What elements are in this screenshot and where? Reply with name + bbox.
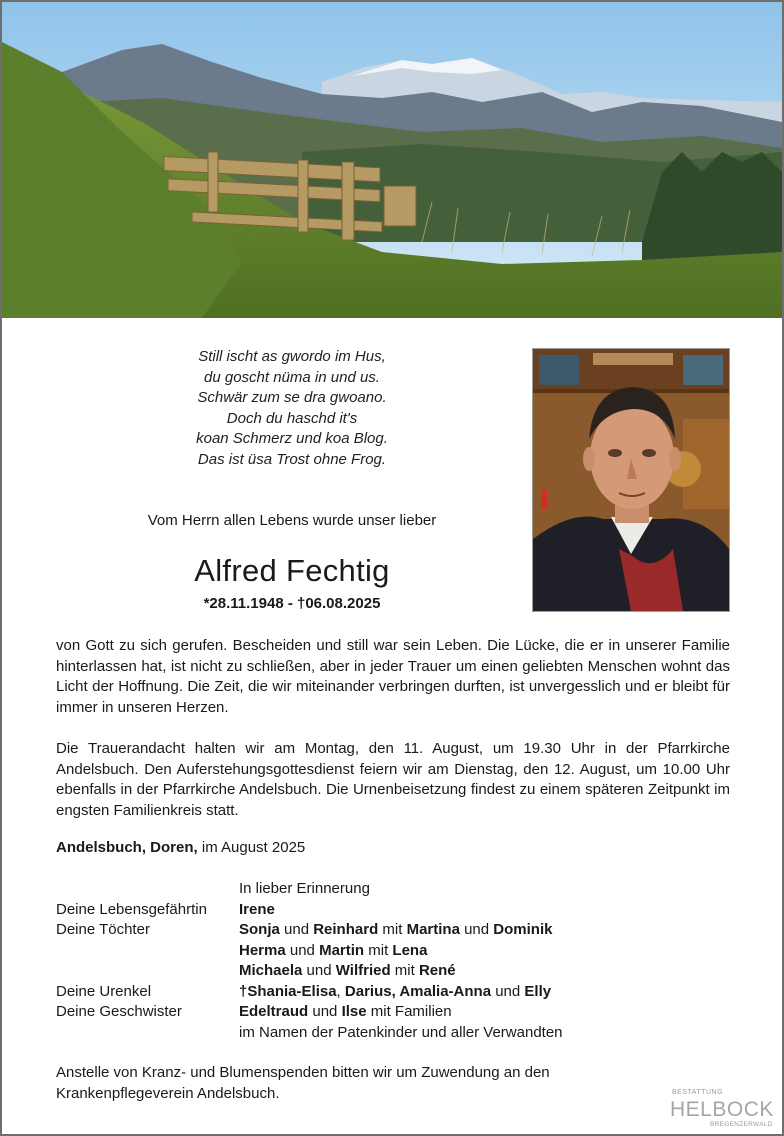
mourner-row: [56, 1023, 736, 1044]
poem-line: koan Schmerz und koa Blog.: [196, 430, 388, 447]
mourners-header: In lieber Erinnerung: [239, 880, 370, 897]
mourner-name: Lena: [392, 941, 428, 959]
connector: und: [289, 941, 315, 959]
mourner-label: Deine Töchter: [56, 921, 150, 938]
mourner-label: Deine Urenkel: [56, 982, 152, 1000]
mourner-name: Herma: [239, 941, 286, 959]
poem-line: du goscht nüma in und us.: [204, 368, 380, 386]
mourner-row: [56, 1002, 736, 1023]
connector: mit: [382, 921, 403, 938]
donation-note: Anstelle von Kranz- und Blumenspenden bitten wir um Zuwendung an den Krankenpflegeverein Andelsbuch.: [56, 1064, 550, 1102]
farewell-paragraph: von Gott zu sich gerufen. Bescheiden und still war sein Leben. Die Lücke, die er in unserer Familie hinterlassen hat, ist nicht zu schließen, aber in jeder Trauer um einen geliebten Menschen wohnt das Licht der Hoffnung. Die Zeit, die wir miteinander verbringen durften, ist unvergesslich und er bleibt für immer in unseren Herzen.: [56, 637, 730, 716]
life-dates: *28.11.1948 - †06.08.2025: [203, 595, 381, 612]
mourner-label: Deine Geschwister: [56, 1003, 182, 1020]
mourner-name: Ilse: [341, 1003, 367, 1020]
poem: [152, 347, 432, 470]
deceased-name: Alfred Fechtig: [194, 553, 390, 588]
mountain-bench-photo: [2, 2, 782, 318]
mourners-extra: im Namen der Patenkinder und aller Verwandten: [239, 1023, 563, 1041]
mourner-name: Michaela: [239, 962, 303, 979]
mourner-row: [56, 920, 736, 941]
mourner-name: Irene: [239, 900, 275, 918]
mourner-row: [56, 941, 736, 962]
poem-line: Still ischt as gwordo im Hus,: [198, 348, 386, 365]
logo-top: BESTATTUNG: [672, 1089, 724, 1096]
mourner-name: Sonja: [239, 921, 280, 938]
mourner-name: Edeltraud: [239, 1003, 309, 1020]
logo-region: BREGENZERWALD: [710, 1121, 773, 1128]
mourner-name: Darius, Amalia-Anna: [344, 982, 492, 1000]
portrait-photo: [532, 348, 730, 612]
intro-text: Vom Herrn allen Lebens wurde unser lieber: [147, 512, 437, 529]
connector: und: [495, 982, 521, 1000]
mourner-row: [56, 900, 736, 921]
mourner-name: †Shania-Elisa: [239, 982, 337, 1000]
connector: und: [312, 1003, 338, 1020]
mourner-name: Martin: [319, 941, 365, 959]
place-name: Andelsbuch, Doren,: [56, 839, 198, 856]
mourner-name: Wilfried: [335, 962, 391, 979]
funeral-home-logo: [666, 1089, 776, 1129]
mourner-name: Reinhard: [313, 921, 379, 938]
mourner-row: [56, 961, 736, 982]
poem-line: Das ist üsa Trost ohne Frog.: [197, 450, 387, 468]
connector: mit: [394, 962, 415, 979]
connector: und: [284, 921, 310, 938]
connector: mit Familien: [370, 1003, 452, 1020]
service-paragraph: Die Trauerandacht halten wir am Montag, den 11. August, um 19.30 Uhr in der Pfarrkirche Andelsbuch. Den Auferstehungsgottesdienst feiern wir am Dienstag, den 12. August, um 10.00 Uhr ebenfalls in der Pfarrkirche Andelsbuch. Die Urnenbeisetzung findest zu einem späteren Zeitpunkt im engsten Familienkreis statt.: [56, 740, 730, 819]
mourners-list: [56, 879, 736, 1043]
mourner-name: Elly: [524, 982, 552, 1000]
mourners-header-row: [56, 879, 736, 900]
separator: ,: [336, 982, 341, 1000]
mourner-row: [56, 982, 736, 1003]
mourner-name: Martina: [406, 921, 460, 938]
mourner-label: Deine Lebensgefährtin: [56, 900, 207, 918]
poem-line: Doch du haschd it's: [226, 409, 358, 427]
connector: und: [306, 962, 332, 979]
mourner-name: Dominik: [493, 921, 553, 938]
date-text: im August 2025: [201, 839, 306, 856]
mourner-name: René: [418, 962, 456, 979]
place-date: [56, 839, 305, 856]
logo-name: HELBOCK: [670, 1098, 774, 1121]
poem-line: Schwär zum se dra gwoano.: [197, 389, 387, 406]
connector: und: [464, 921, 490, 938]
connector: mit: [368, 941, 389, 959]
